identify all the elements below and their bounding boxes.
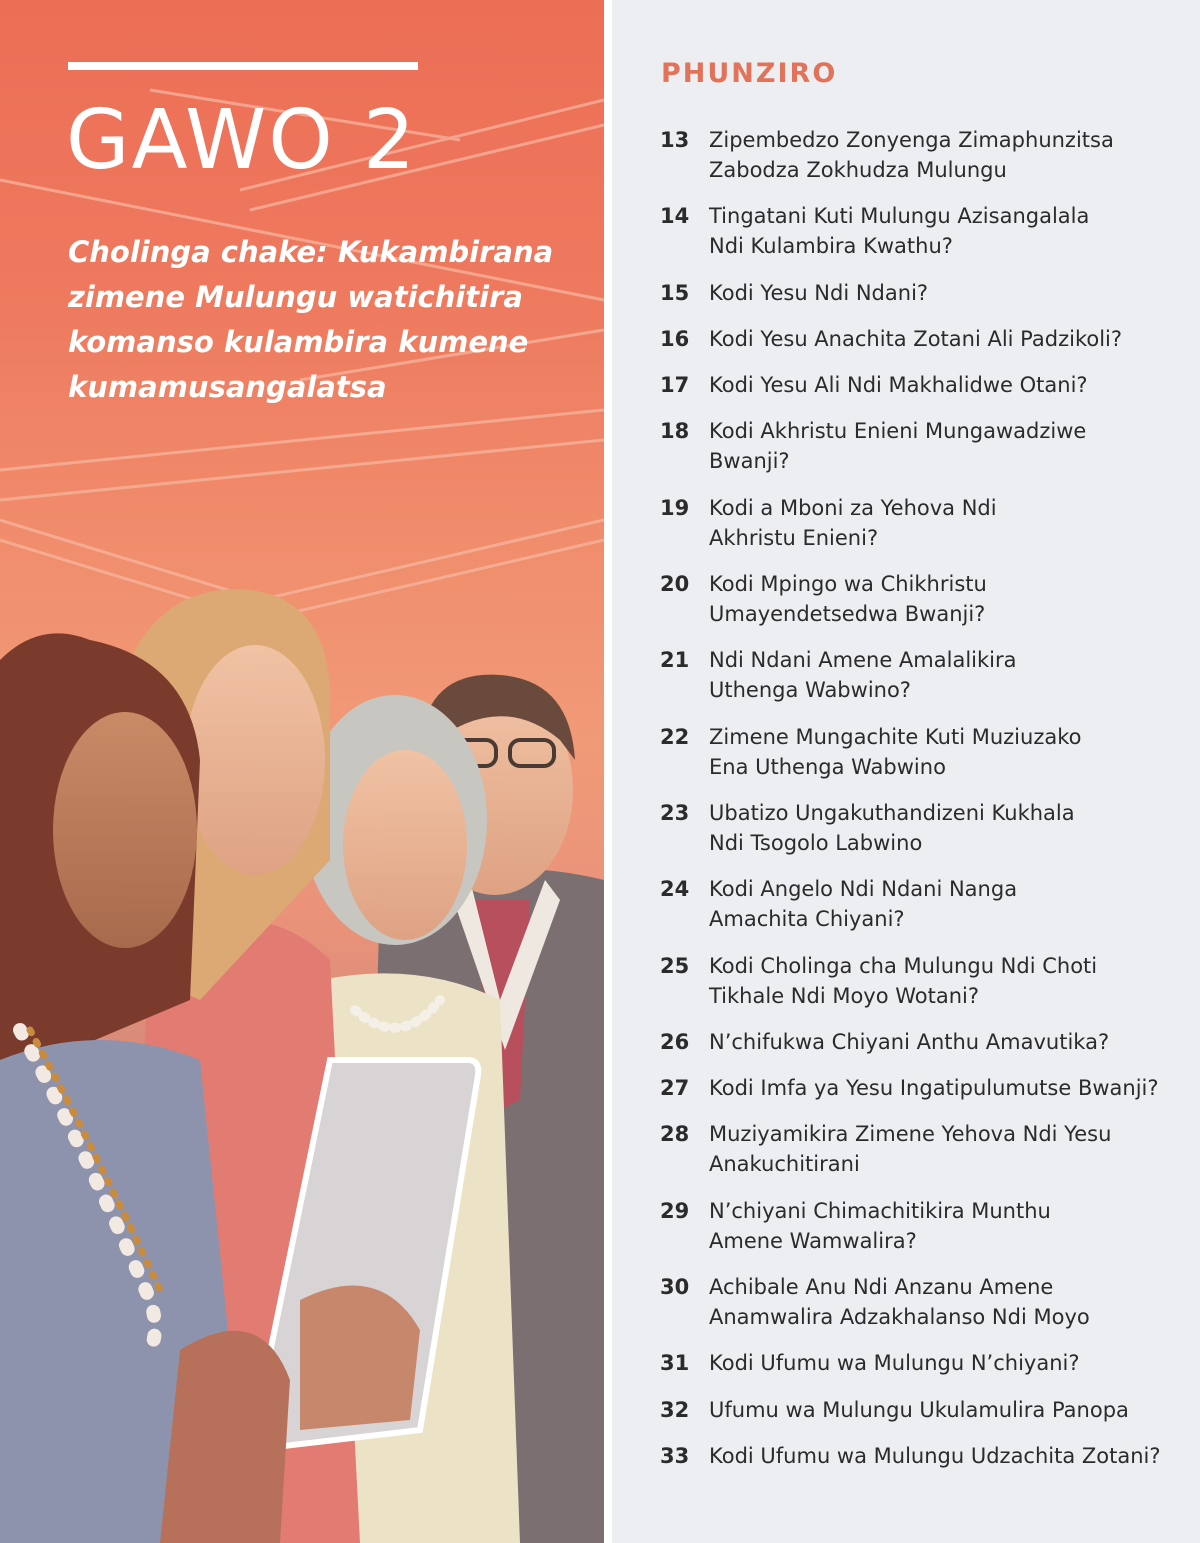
- lesson-title: [709, 324, 1179, 354]
- lesson-item-31[interactable]: [660, 1348, 1190, 1378]
- lesson-item-14[interactable]: [660, 201, 1190, 261]
- lesson-number: 28: [660, 1122, 690, 1147]
- lesson-item-24[interactable]: [660, 874, 1190, 934]
- lesson-number: 30: [660, 1275, 690, 1300]
- lesson-title: [709, 874, 1179, 934]
- lesson-item-20[interactable]: [660, 569, 1190, 629]
- lesson-title-line: Muziyamikira Zimene Yehova Ndi Yesu: [709, 1122, 1112, 1147]
- lesson-title-line: Ndi Kulambira Kwathu?: [709, 234, 953, 259]
- lesson-number: 15: [660, 280, 690, 305]
- lesson-title-line: Ufumu wa Mulungu Ukulamulira Panopa: [709, 1397, 1129, 1422]
- lesson-list: [660, 125, 1190, 1487]
- lesson-item-18[interactable]: [660, 416, 1190, 476]
- lesson-number: 25: [660, 953, 690, 978]
- lesson-item-26[interactable]: [660, 1027, 1190, 1057]
- lesson-title: [709, 569, 1179, 629]
- lesson-item-19[interactable]: [660, 493, 1190, 553]
- lesson-item-21[interactable]: [660, 645, 1190, 705]
- lesson-title: [709, 798, 1179, 858]
- lesson-title: [709, 951, 1179, 1011]
- lesson-number: 33: [660, 1443, 690, 1468]
- lesson-title-line: Kodi Mpingo wa Chikhristu: [709, 572, 987, 597]
- lesson-title: [709, 201, 1179, 261]
- lesson-title-line: Achibale Anu Ndi Anzanu Amene: [709, 1275, 1054, 1300]
- lesson-item-29[interactable]: [660, 1196, 1190, 1256]
- lesson-item-15[interactable]: [660, 278, 1190, 308]
- lesson-title-line: Zimene Mungachite Kuti Muziuzako: [709, 724, 1082, 749]
- lesson-title-line: Tikhale Ndi Moyo Wotani?: [709, 983, 980, 1008]
- lesson-title-line: Anamwalira Adzakhalanso Ndi Moyo: [709, 1305, 1090, 1330]
- lesson-item-33[interactable]: [660, 1441, 1190, 1471]
- lesson-title: [709, 370, 1179, 400]
- lesson-title-line: Kodi Yesu Ali Ndi Makhalidwe Otani?: [709, 373, 1088, 398]
- lesson-title-line: Uthenga Wabwino?: [709, 678, 911, 703]
- lesson-title-line: Kodi Yesu Anachita Zotani Ali Padzikoli?: [709, 326, 1123, 351]
- lesson-title-line: Umayendetsedwa Bwanji?: [709, 602, 986, 627]
- lesson-number: 13: [660, 128, 690, 152]
- lesson-title: [709, 493, 1179, 553]
- lesson-item-17[interactable]: [660, 370, 1190, 400]
- lesson-title: [709, 645, 1179, 705]
- lesson-number: 14: [660, 204, 690, 229]
- lesson-item-28[interactable]: [660, 1119, 1190, 1179]
- lesson-title-line: N’chifukwa Chiyani Anthu Amavutika?: [709, 1029, 1110, 1054]
- lesson-title: [709, 125, 1179, 185]
- lesson-item-25[interactable]: [660, 951, 1190, 1011]
- lesson-title: [709, 722, 1179, 782]
- lesson-number: 19: [660, 495, 690, 520]
- lesson-number: 17: [660, 373, 690, 398]
- lesson-title: [709, 1073, 1179, 1103]
- lesson-item-22[interactable]: [660, 722, 1190, 782]
- lesson-title: [709, 1348, 1179, 1378]
- lesson-title-line: N’chiyani Chimachitikira Munthu: [709, 1198, 1051, 1223]
- lesson-number: 21: [660, 648, 690, 673]
- lesson-number: 31: [660, 1351, 690, 1376]
- lesson-title: [709, 1395, 1179, 1425]
- lesson-title: [709, 1027, 1179, 1057]
- part-theme: Cholinga chake: Kukambirana zimene Mulungu watichitira komanso kulambira kumene kumamusangalatsa: [68, 235, 554, 404]
- lesson-title: [709, 278, 1179, 308]
- lesson-item-13[interactable]: [660, 125, 1190, 185]
- lesson-title-line: Bwanji?: [709, 449, 790, 474]
- lesson-number: 26: [660, 1029, 690, 1054]
- lesson-title-line: Zabodza Zokhudza Mulungu: [709, 158, 1007, 182]
- lesson-item-27[interactable]: [660, 1073, 1190, 1103]
- lesson-number: 18: [660, 419, 690, 444]
- lesson-title-line: Akhristu Enieni?: [709, 525, 879, 550]
- panel-divider: [604, 0, 612, 1543]
- lesson-title-line: Amachita Chiyani?: [709, 907, 905, 932]
- lesson-title-line: Kodi Angelo Ndi Ndani Nanga: [709, 877, 1018, 902]
- lesson-number: 23: [660, 800, 690, 825]
- part-title: GAWO 2: [66, 93, 418, 188]
- title-rule: [68, 62, 418, 70]
- lesson-item-30[interactable]: [660, 1272, 1190, 1332]
- lesson-title-line: Ubatizo Ungakuthandizeni Kukhala: [709, 800, 1075, 825]
- lesson-title-line: Kodi Ufumu wa Mulungu Udzachita Zotani?: [709, 1443, 1161, 1468]
- lesson-item-32[interactable]: [660, 1395, 1190, 1425]
- lesson-title: [709, 1196, 1179, 1256]
- lesson-number: 32: [660, 1397, 690, 1422]
- lesson-title-line: Kodi Imfa ya Yesu Ingatipulumutse Bwanji?: [709, 1076, 1159, 1101]
- section-label: PHUNZIRO: [661, 58, 838, 89]
- lesson-title-line: Kodi Yesu Ndi Ndani?: [709, 280, 929, 305]
- lesson-title-line: Ndi Ndani Amene Amalalikira: [709, 648, 1017, 673]
- lesson-title-line: Kodi Ufumu wa Mulungu N’chiyani?: [709, 1351, 1080, 1376]
- lesson-title-line: Kodi a Mboni za Yehova Ndi: [709, 495, 997, 520]
- lesson-item-23[interactable]: [660, 798, 1190, 858]
- lesson-title-line: Kodi Cholinga cha Mulungu Ndi Choti: [709, 953, 1098, 978]
- lesson-item-16[interactable]: [660, 324, 1190, 354]
- lesson-title: [709, 1119, 1179, 1179]
- lesson-title: [709, 416, 1179, 476]
- lesson-title-line: Kodi Akhristu Enieni Mungawadziwe: [709, 419, 1087, 444]
- contents-panel: [612, 0, 1200, 1543]
- lesson-number: 22: [660, 724, 690, 749]
- lesson-title-line: Zipembedzo Zonyenga Zimaphunzitsa: [709, 128, 1114, 152]
- lesson-title-line: Ena Uthenga Wabwino: [709, 754, 946, 779]
- lesson-number: 27: [660, 1076, 690, 1101]
- lesson-title: [709, 1441, 1179, 1471]
- lesson-title-line: Tingatani Kuti Mulungu Azisangalala: [709, 204, 1090, 229]
- lesson-title-line: Ndi Tsogolo Labwino: [709, 830, 923, 855]
- lesson-number: 29: [660, 1198, 690, 1223]
- lesson-number: 20: [660, 572, 690, 597]
- lesson-title-line: Anakuchitirani: [709, 1152, 860, 1177]
- lesson-number: 24: [660, 877, 690, 902]
- lesson-title-line: Amene Wamwalira?: [709, 1228, 917, 1253]
- lesson-number: 16: [660, 326, 690, 351]
- lesson-title: [709, 1272, 1179, 1332]
